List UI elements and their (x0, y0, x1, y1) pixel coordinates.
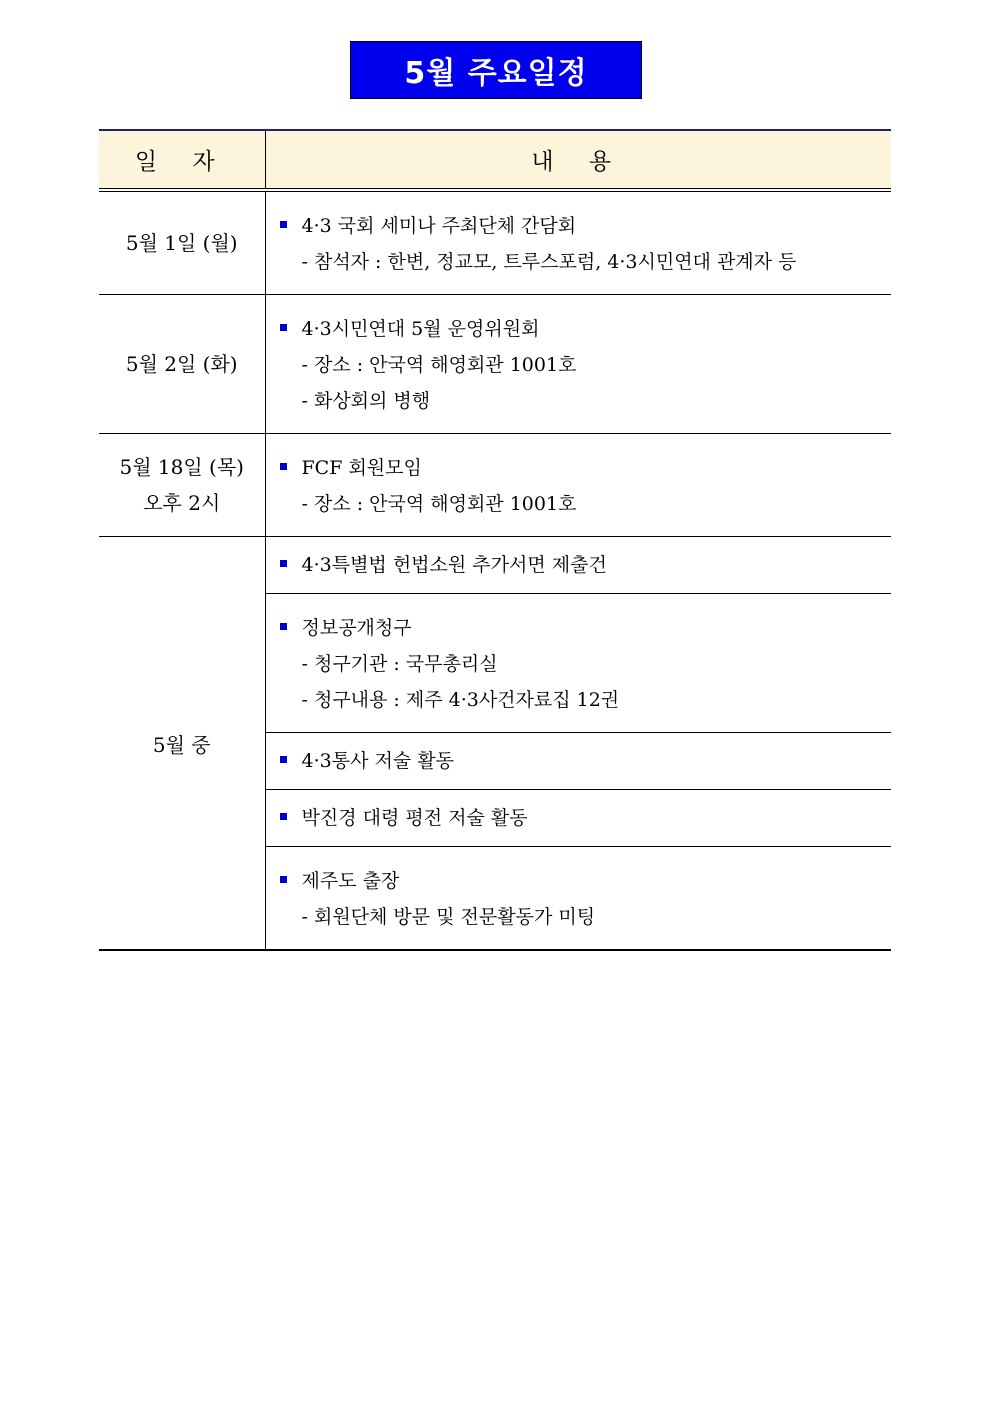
item-title: 4·3특별법 헌법소원 추가서면 제출건 (301, 554, 607, 576)
item-detail: - 참석자 : 한변, 정교모, 트루스포럼, 4·3시민연대 관계자 등 (301, 251, 797, 273)
content-cell (265, 733, 891, 790)
item-detail: - 회원단체 방문 및 전문활동가 미팅 (301, 906, 596, 928)
schedule-item (278, 208, 892, 244)
item-detail: - 청구내용 : 제주 4·3사건자료집 12권 (301, 689, 620, 711)
content-cell (265, 190, 891, 295)
item-title: 4·3통사 저술 활동 (301, 750, 454, 772)
content-cell (265, 847, 891, 951)
item-title: 제주도 출장 (301, 870, 400, 892)
item-title: FCF 회원모임 (301, 457, 422, 479)
item-title: 4·3시민연대 5월 운영위원회 (301, 318, 540, 340)
date-text: 오후 2시 (143, 491, 221, 515)
header-row (99, 130, 891, 190)
square-bullet-icon (280, 560, 287, 567)
schedule-item (278, 547, 892, 583)
header-date: 일 자 (99, 130, 265, 190)
page-title-box (350, 41, 642, 99)
date-cell (99, 434, 265, 537)
item-detail: - 청구기관 : 국무총리실 (301, 653, 498, 675)
table-row (99, 434, 891, 537)
schedule-item (278, 311, 892, 347)
content-cell (265, 295, 891, 434)
date-text: 5월 1일 (월) (125, 231, 238, 255)
square-bullet-icon (280, 813, 287, 820)
schedule-item (278, 450, 892, 486)
square-bullet-icon (280, 623, 287, 630)
schedule-item (278, 800, 892, 836)
square-bullet-icon (280, 324, 287, 331)
item-title: 정보공개청구 (301, 617, 412, 639)
schedule-item (278, 610, 892, 646)
table-row (99, 190, 891, 295)
item-title: 박진경 대령 평전 저술 활동 (301, 807, 528, 829)
content-cell (265, 790, 891, 847)
date-text: 5월 18일 (목) (119, 455, 244, 479)
content-cell (265, 537, 891, 594)
table-row (99, 295, 891, 434)
item-detail: - 장소 : 안국역 해영회관 1001호 (301, 493, 577, 515)
page-title: 5월 주요일정 (404, 56, 588, 91)
square-bullet-icon (280, 463, 287, 470)
schedule-table (99, 129, 891, 951)
date-cell (99, 190, 265, 295)
item-title: 4·3 국회 세미나 주최단체 간담회 (301, 215, 577, 237)
date-text: 5월 중 (152, 733, 211, 757)
header-content: 내 용 (265, 130, 891, 190)
schedule-item (278, 863, 892, 899)
table-row (99, 537, 891, 594)
square-bullet-icon (280, 876, 287, 883)
square-bullet-icon (280, 221, 287, 228)
content-cell (265, 594, 891, 733)
date-cell (99, 295, 265, 434)
date-text: 5월 2일 (화) (125, 352, 238, 376)
date-cell (99, 537, 265, 951)
square-bullet-icon (280, 756, 287, 763)
schedule-item (278, 743, 892, 779)
item-detail: - 장소 : 안국역 해영회관 1001호 (301, 354, 577, 376)
content-cell (265, 434, 891, 537)
item-detail: - 화상회의 병행 (301, 390, 431, 412)
